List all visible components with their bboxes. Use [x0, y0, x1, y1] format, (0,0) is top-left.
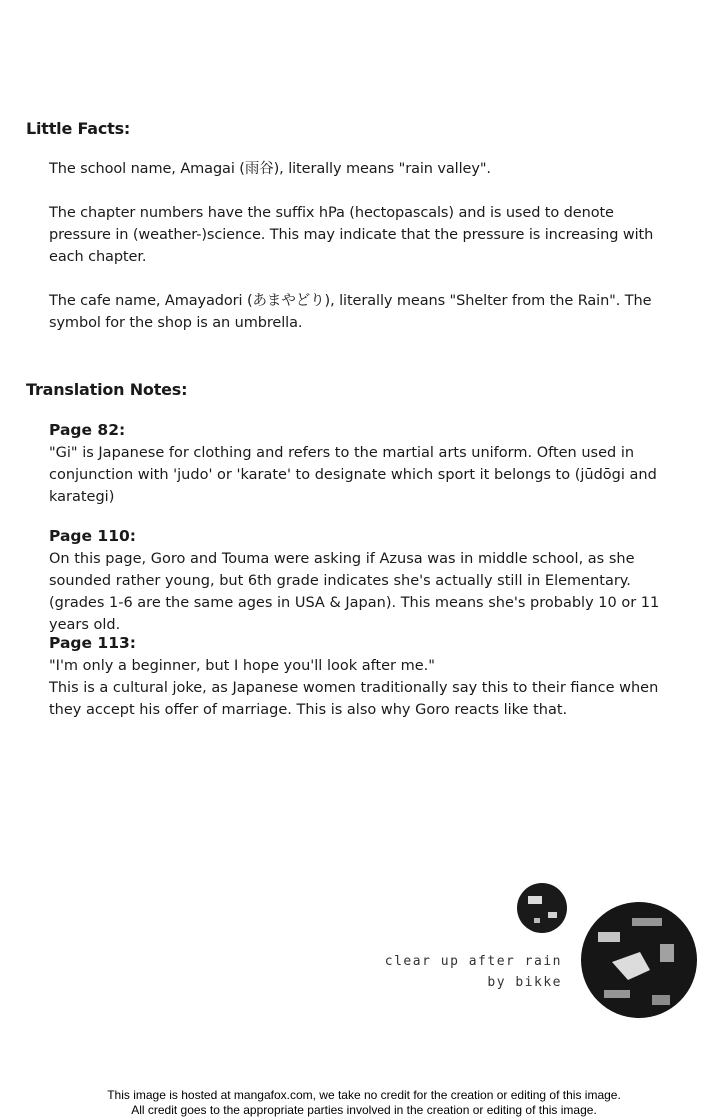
small-ink-circle-icon [517, 883, 567, 933]
fact-paragraph: The school name, Amagai (雨谷), literally means "rain valley". [49, 161, 491, 177]
little-facts-heading: Little Facts: [26, 119, 131, 138]
credit-title: clear up after rain [384, 954, 562, 969]
note-page-label: Page 82: [49, 421, 126, 439]
fact-paragraph: The chapter numbers have the suffix hPa (hectopascals) and is used to denote pressure in (weather-)science. This may indicate that the pressure is increasing with each chapter. [49, 205, 654, 265]
note-text: This is a cultural joke, as Japanese women traditionally say this to their fiance when they accept his offer of marriage. This is also why Goro reacts like that. [49, 680, 659, 718]
note-page-label: Page 110: [49, 527, 136, 545]
footer-line: This image is hosted at mangafox.com, we take no credit for the creation or editing of this image. [107, 1088, 621, 1102]
fact-paragraph: The cafe name, Amayadori (あまやどり), literally means "Shelter from the Rain". The symbol for the shop is an umbrella. [49, 293, 652, 331]
credit-author: by bikke [487, 975, 562, 990]
note-text: "Gi" is Japanese for clothing and refers to the martial arts uniform. Often used in conjunction with 'judo' or 'karate' to designate which sport it belongs to (jūdōgi and karategi) [49, 445, 657, 505]
translation-notes-heading: Translation Notes: [26, 380, 188, 399]
hosting-footer [0, 1088, 728, 1118]
note-page-label: Page 113: [49, 634, 136, 652]
note-text: On this page, Goro and Touma were asking if Azusa was in middle school, as she sounded rather young, but 6th grade indicates she's actually still in Elementary. (grades 1-6 are the same ages in USA & Japan). This means she's probably 10 or 11 years old. [49, 551, 660, 633]
note-quote: "I'm only a beginner, but I hope you'll look after me." [49, 658, 435, 674]
footer-line: All credit goes to the appropriate parties involved in the creation or editing of this image. [131, 1103, 597, 1117]
large-ink-circle-icon [581, 902, 697, 1018]
